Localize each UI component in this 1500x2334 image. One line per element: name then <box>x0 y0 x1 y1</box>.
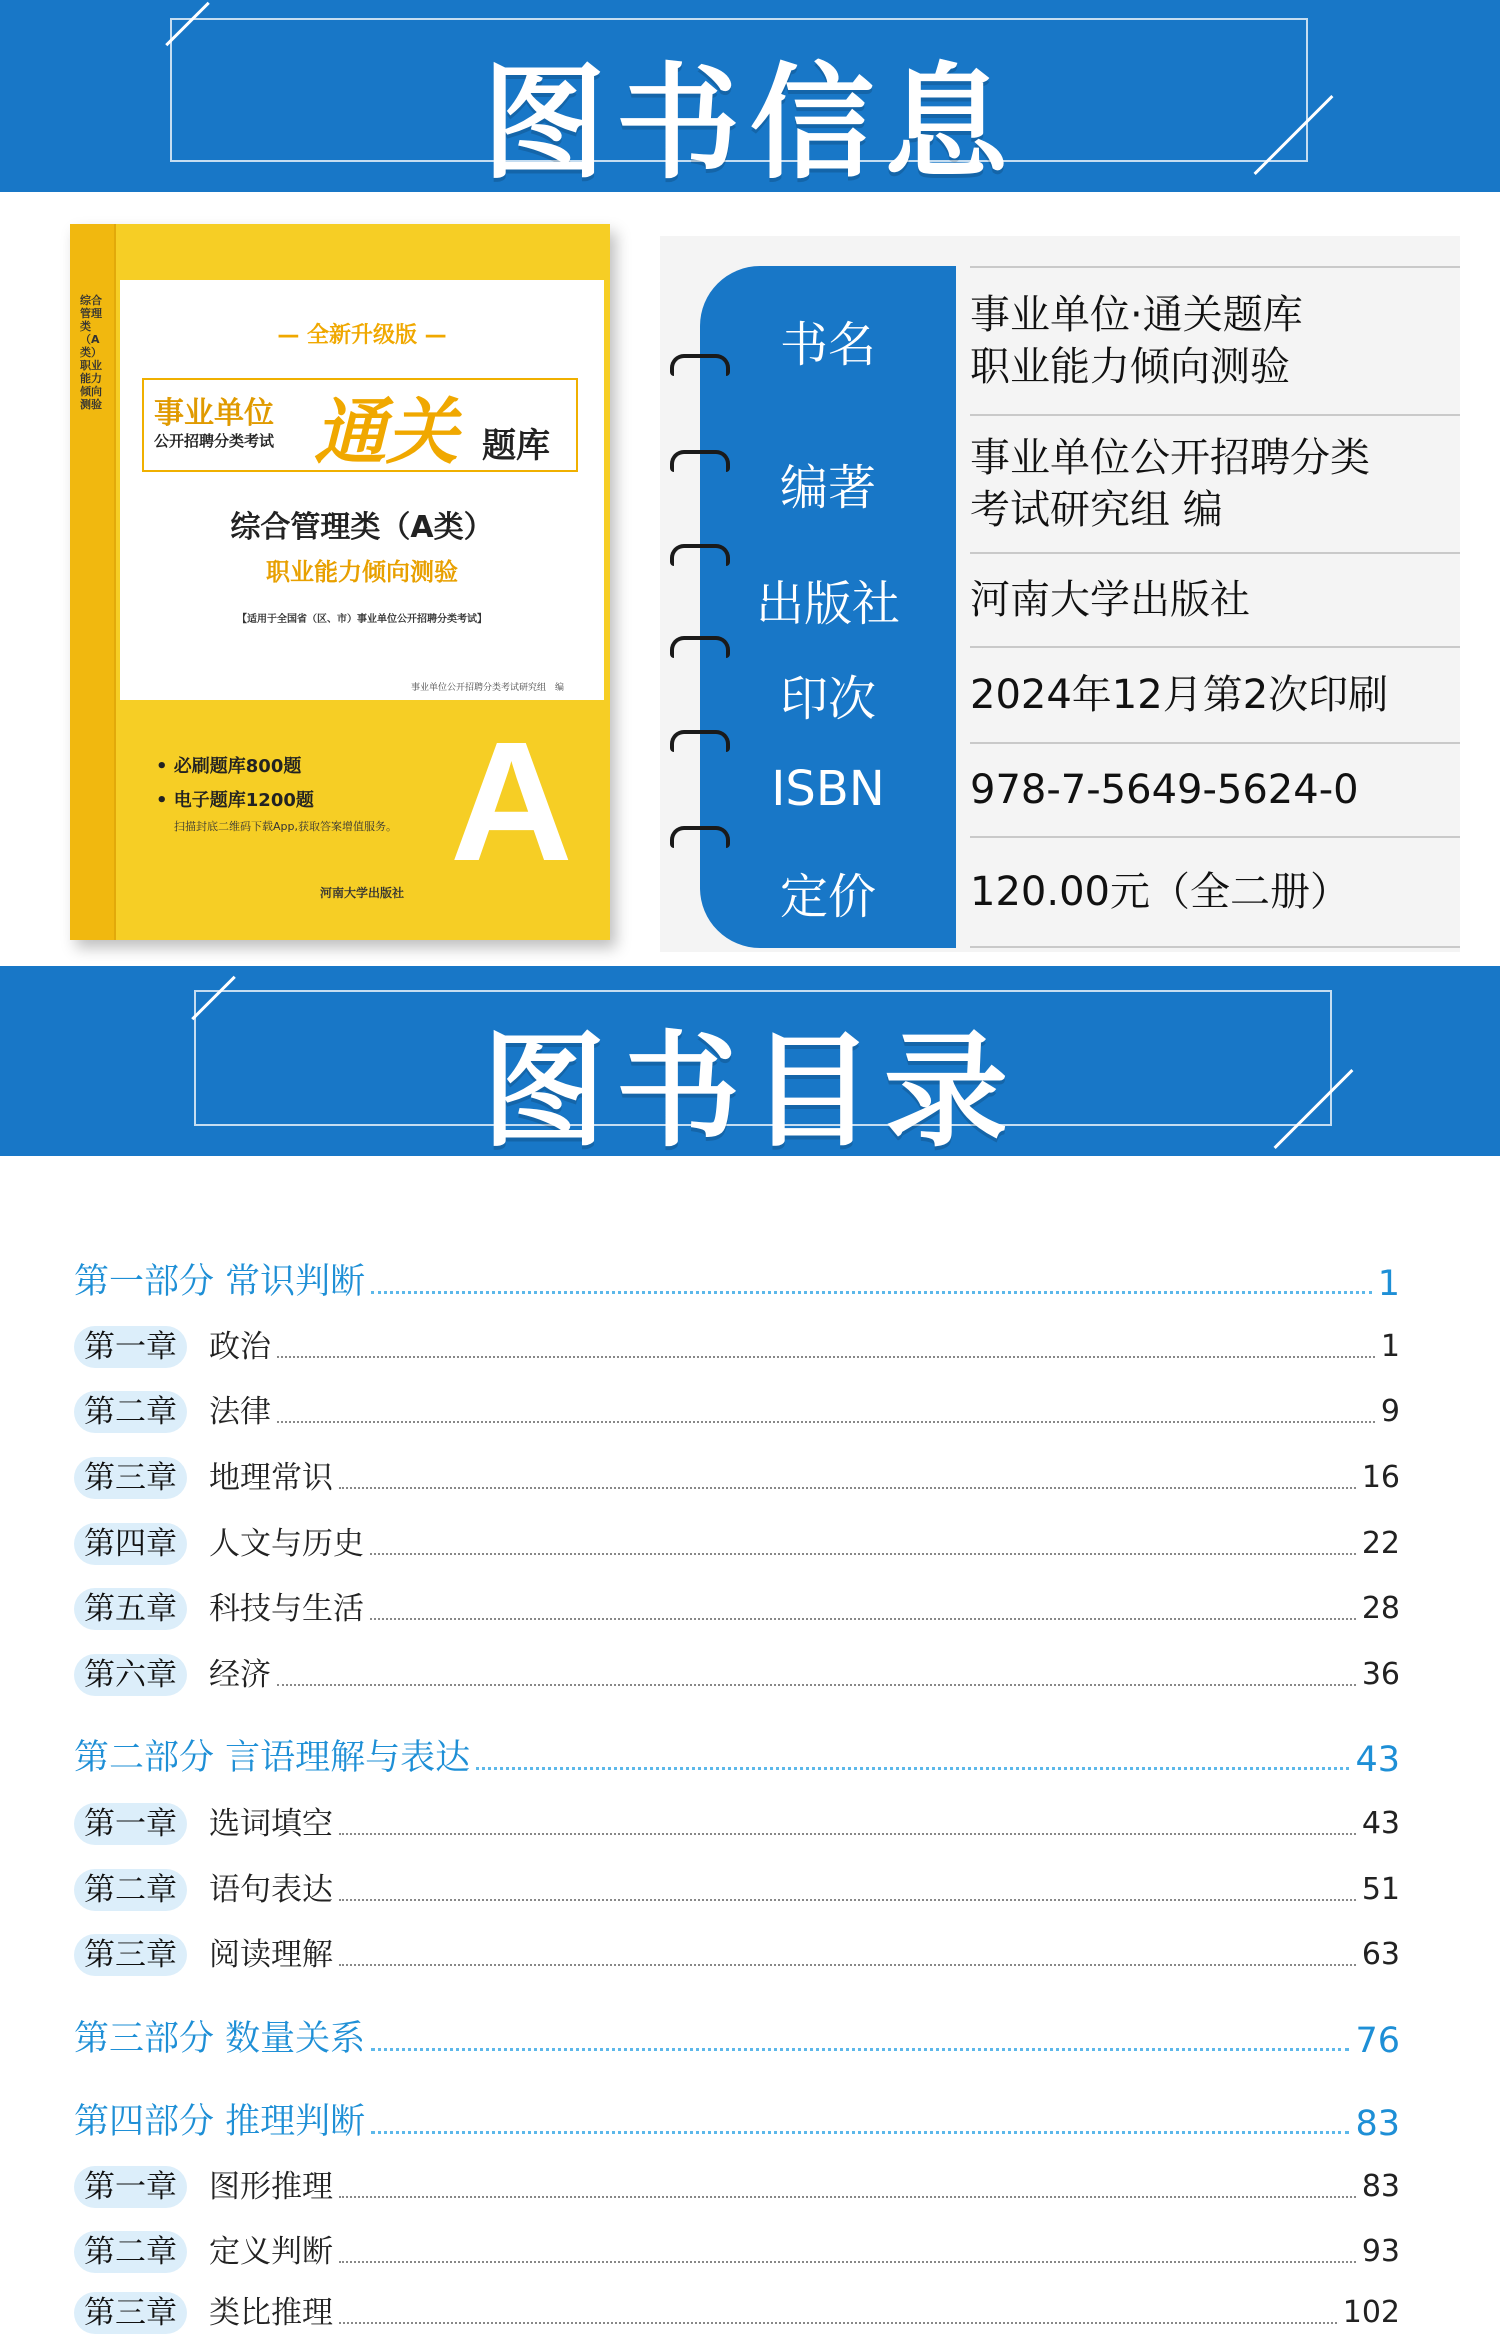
toc-chapter-name: 人文与历史 <box>209 1526 364 1562</box>
banner-book-contents <box>0 966 1500 1156</box>
info-value-publisher: 河南大学出版社 <box>970 552 1460 646</box>
toc-chapter-name: 地理常识 <box>209 1460 333 1496</box>
toc-chapter-name: 选词填空 <box>209 1806 333 1842</box>
toc-chapter-badge: 第二章 <box>74 1869 187 1911</box>
toc-chapter-badge: 第三章 <box>74 1457 187 1499</box>
toc-chapter-name: 法律 <box>209 1394 271 1430</box>
info-value-price: 120.00元（全二册） <box>970 836 1460 948</box>
toc-leader <box>370 1553 1356 1555</box>
cover-publisher: 河南大学出版社 <box>320 886 405 900</box>
toc-page: 36 <box>1361 1657 1400 1692</box>
toc-leader <box>476 1767 1349 1770</box>
toc-page: 16 <box>1361 1460 1400 1495</box>
info-label-price: 定价 <box>700 836 956 948</box>
cover-subtitle2: 职业能力倾向测验 <box>266 558 458 586</box>
banner-title: 图书信息 <box>481 51 1018 192</box>
toc-part-label: 第一部分 常识判断 <box>74 1262 366 1302</box>
toc-leader <box>371 2131 1349 2134</box>
toc-chapter <box>74 1517 1400 1565</box>
cover-editor: 事业单位公开招聘分类考试研究组 编 <box>410 683 564 693</box>
info-label-title: 书名 <box>700 266 956 414</box>
toc-page: 76 <box>1355 2021 1400 2061</box>
toc-chapter <box>74 1451 1400 1499</box>
toc-chapter <box>74 2225 1400 2273</box>
binder-ring-icon <box>670 450 730 472</box>
spine-text: 综合管理类（A类）职业能力倾向测验 <box>80 294 102 411</box>
toc-part <box>74 2013 1400 2061</box>
toc-page: 43 <box>1355 1740 1400 1780</box>
toc-chapter-badge: 第一章 <box>74 1803 187 1845</box>
info-row-price <box>660 836 1460 948</box>
toc-page: 51 <box>1361 1872 1400 1907</box>
toc-page: 102 <box>1342 2295 1400 2330</box>
binder-ring-icon <box>670 544 730 566</box>
toc-chapter <box>74 2160 1400 2208</box>
cover-series-left-top: 事业单位 <box>154 396 274 431</box>
toc-leader <box>371 1291 1372 1294</box>
toc-chapter-name: 类比推理 <box>209 2295 333 2331</box>
info-label-printing: 印次 <box>700 646 956 742</box>
info-value-title-line1: 事业单位·通关题库 <box>970 292 1303 338</box>
toc-page: 22 <box>1361 1526 1400 1561</box>
toc-page: 83 <box>1355 2104 1400 2144</box>
toc-chapter-badge: 第六章 <box>74 1654 187 1696</box>
info-row-isbn <box>660 742 1460 836</box>
toc-leader <box>277 1356 1375 1358</box>
cover-series-right: 题库 <box>482 426 550 466</box>
toc-leader <box>339 2261 1356 2263</box>
info-value-author-line1: 事业单位公开招聘分类 <box>970 435 1370 481</box>
toc-leader <box>339 1964 1356 1966</box>
info-value-title <box>970 266 1460 414</box>
binder-ring-icon <box>670 730 730 752</box>
book-cover-image <box>70 224 610 940</box>
toc-page: 43 <box>1361 1806 1400 1841</box>
toc-leader <box>277 1421 1375 1423</box>
toc-page: 1 <box>1380 1329 1400 1364</box>
toc-chapter-badge: 第一章 <box>74 1326 187 1368</box>
toc-part <box>74 1732 1400 1780</box>
toc-chapter-name: 定义判断 <box>209 2234 333 2270</box>
toc-leader <box>339 2322 1337 2324</box>
toc-part <box>74 2096 1400 2144</box>
info-row-author <box>660 414 1460 552</box>
toc-page: 9 <box>1380 1394 1400 1429</box>
toc-part <box>74 1256 1400 1304</box>
info-row-title <box>660 266 1460 414</box>
info-value-isbn: 978-7-5649-5624-0 <box>970 742 1460 836</box>
banner-title: 图书目录 <box>481 1019 1018 1156</box>
cover-series-mid: 通关 <box>314 389 459 474</box>
toc-chapter-badge: 第二章 <box>74 1391 187 1433</box>
info-label-author: 编著 <box>700 414 956 552</box>
toc-chapter <box>74 1928 1400 1976</box>
cover-series-left-bottom: 公开招聘分类考试 <box>154 432 275 450</box>
binder-ring-icon <box>670 636 730 658</box>
toc-chapter-badge: 第五章 <box>74 1588 187 1630</box>
toc-page: 1 <box>1377 1264 1400 1304</box>
info-row-publisher <box>660 552 1460 646</box>
toc-chapter-name: 图形推理 <box>209 2169 333 2205</box>
toc-chapter <box>74 2286 1400 2334</box>
info-row-printing <box>660 646 1460 742</box>
toc-chapter-badge: 第四章 <box>74 1523 187 1565</box>
toc-leader <box>339 1487 1356 1489</box>
toc-leader <box>277 1684 1356 1686</box>
toc-chapter-badge: 第二章 <box>74 2231 187 2273</box>
toc-chapter <box>74 1797 1400 1845</box>
cover-subtitle1: 综合管理类（A类） <box>230 510 494 545</box>
toc-chapter-badge: 第三章 <box>74 2292 187 2334</box>
cover-edition: — 全新升级版 — <box>277 323 447 348</box>
toc-chapter <box>74 1648 1400 1696</box>
toc-leader <box>339 2196 1356 2198</box>
info-label-publisher: 出版社 <box>700 552 956 646</box>
info-value-title-line2: 职业能力倾向测验 <box>970 344 1290 390</box>
cover-series-box <box>142 378 578 472</box>
toc-page: 28 <box>1361 1591 1400 1626</box>
toc-page: 93 <box>1361 2234 1400 2269</box>
toc-chapter-badge: 第一章 <box>74 2166 187 2208</box>
cover-subtitle3: 【适用于全国省（区、市）事业单位公开招聘分类考试】 <box>237 614 487 625</box>
book-info-table <box>660 236 1460 952</box>
toc-chapter-name: 阅读理解 <box>209 1937 333 1973</box>
toc-chapter-name: 科技与生活 <box>209 1591 364 1627</box>
toc-leader <box>371 2048 1349 2051</box>
toc-chapter-name: 政治 <box>209 1329 271 1365</box>
binder-ring-icon <box>670 826 730 848</box>
toc-page: 83 <box>1361 2169 1400 2204</box>
toc-part-label: 第四部分 推理判断 <box>74 2102 366 2142</box>
info-value-author <box>970 414 1460 552</box>
toc-chapter-name: 语句表达 <box>209 1872 333 1908</box>
toc-chapter <box>74 1582 1400 1630</box>
book-spine <box>70 224 116 940</box>
toc-part-label: 第三部分 数量关系 <box>74 2019 366 2059</box>
cover-white-panel <box>120 280 604 700</box>
binder-ring-icon <box>670 354 730 376</box>
toc-part-label: 第二部分 言语理解与表达 <box>74 1738 471 1778</box>
info-value-printing: 2024年12月第2次印刷 <box>970 646 1460 742</box>
info-label-isbn: ISBN <box>700 742 956 836</box>
cover-bullet2: • 电子题库1200题 <box>156 790 314 811</box>
toc-leader <box>339 1899 1356 1901</box>
cover-scan-note: 扫描封底二维码下载App,获取答案增值服务。 <box>174 820 397 833</box>
toc-leader <box>370 1618 1356 1620</box>
info-value-author-line2: 考试研究组 编 <box>970 487 1223 533</box>
cover-big-letter: A <box>450 707 573 897</box>
cover-bullet1: • 必刷题库800题 <box>156 756 302 777</box>
toc-chapter <box>74 1385 1400 1433</box>
toc-chapter-badge: 第三章 <box>74 1934 187 1976</box>
toc-chapter <box>74 1863 1400 1911</box>
banner-book-info <box>0 0 1500 192</box>
toc-page: 63 <box>1361 1937 1400 1972</box>
toc-chapter <box>74 1320 1400 1368</box>
toc-chapter-name: 经济 <box>209 1657 271 1693</box>
toc-leader <box>339 1833 1356 1835</box>
